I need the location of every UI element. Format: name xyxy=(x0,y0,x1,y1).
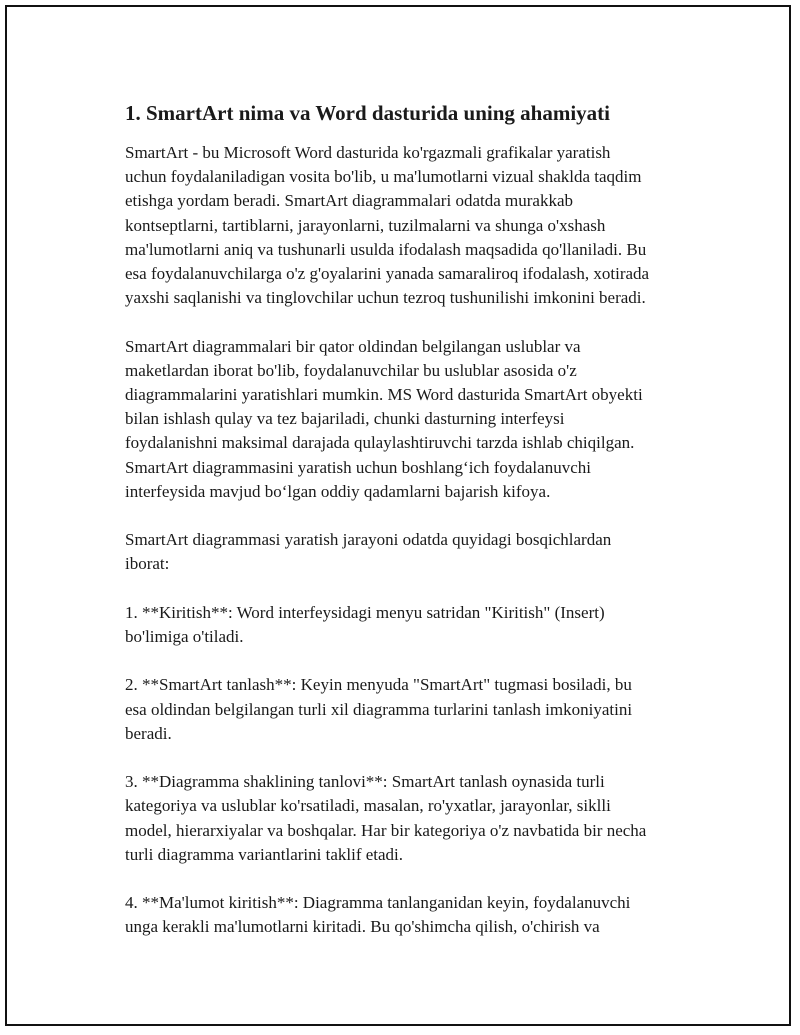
document-title: 1. SmartArt nima va Word dasturida uning ahamiyati xyxy=(125,101,610,125)
text-line: beradi. xyxy=(125,723,172,743)
text-line: esa foydalanuvchilarga o'z g'oyalarini yanada samaraliroq ifodalash, xotirada xyxy=(125,264,650,284)
text-line: bo'limiga o'tiladi. xyxy=(125,627,244,647)
text-line: turli diagramma variantlarini taklif etadi. xyxy=(125,844,404,864)
paragraph-container xyxy=(125,141,695,940)
text-line: kategoriya va uslublar ko'rsatiladi, masalan, ro'yxatlar, jarayonlar, siklli xyxy=(125,796,611,816)
text-line: iborat: xyxy=(125,554,170,574)
text-line: 4. **Ma'lumot kiritish**: Diagramma tanlanganidan keyin, foydalanuvchi xyxy=(125,893,631,913)
text-line: maketlardan iborat bo'lib, foydalanuvchilar bu uslublar asosida o'z xyxy=(125,360,577,380)
document-body xyxy=(125,99,695,964)
text-line: diagrammalarini yaratishlari mumkin. MS Word dasturida SmartArt obyekti xyxy=(125,385,643,405)
paragraph xyxy=(125,673,695,746)
paragraph xyxy=(125,141,695,310)
text-line: uchun foydalaniladigan vosita bo'lib, u ma'lumotlarni vizual shaklda taqdim xyxy=(125,167,642,187)
paragraph xyxy=(125,770,695,867)
text-line: ma'lumotlarni aniq va tushunarli usulda ifodalash maqsadida qo'llaniladi. Bu xyxy=(125,239,647,259)
text-line: esa oldindan belgilangan turli xil diagramma turlarini tanlash imkoniyatini xyxy=(125,699,633,719)
text-line: model, hierarxiyalar va boshqalar. Har bir kategoriya o'z navbatida bir necha xyxy=(125,820,647,840)
text-line: etishga yordam beradi. SmartArt diagrammalari odatda murakkab xyxy=(125,191,573,211)
text-line: SmartArt diagrammasi yaratish jarayoni odatda quyidagi bosqichlardan xyxy=(125,530,612,550)
text-line: 2. **SmartArt tanlash**: Keyin menyuda "SmartArt" tugmasi bosiladi, bu xyxy=(125,675,632,695)
text-line: bilan ishlash qulay va tez bajariladi, chunki dasturning interfeysi xyxy=(125,409,565,429)
paragraph xyxy=(125,601,695,649)
text-line: interfeysida mavjud bo‘lgan oddiy qadamlarni bajarish kifoya. xyxy=(125,481,551,501)
text-line: SmartArt - bu Microsoft Word dasturida ko'rgazmali grafikalar yaratish xyxy=(125,143,611,162)
text-line: kontseptlarni, tartiblarni, jarayonlarni, tuzilmalarni va shunga o'xshash xyxy=(125,215,606,235)
page-frame xyxy=(5,5,791,1026)
text-line: yaxshi saqlanishi va tinglovchilar uchun tezroq tushunilishi imkonini beradi. xyxy=(125,288,646,308)
text-line: 1. **Kiritish**: Word interfeysidagi menyu satridan "Kiritish" (Insert) xyxy=(125,602,605,622)
paragraph xyxy=(125,335,695,504)
paragraph xyxy=(125,528,695,576)
text-line: foydalanishni maksimal darajada qulaylashtiruvchi tarzda ishlab chiqilgan. xyxy=(125,433,635,453)
text-line: SmartArt diagrammasini yaratish uchun boshlang‘ich foydalanuvchi xyxy=(125,457,591,477)
text-line: unga kerakli ma'lumotlarni kiritadi. Bu qo'shimcha qilish, o'chirish va xyxy=(125,917,600,937)
paragraph xyxy=(125,891,695,939)
text-line: 3. **Diagramma shaklining tanlovi**: SmartArt tanlash oynasida turli xyxy=(125,772,605,792)
text-line: SmartArt diagrammalari bir qator oldindan belgilangan uslublar va xyxy=(125,336,581,356)
